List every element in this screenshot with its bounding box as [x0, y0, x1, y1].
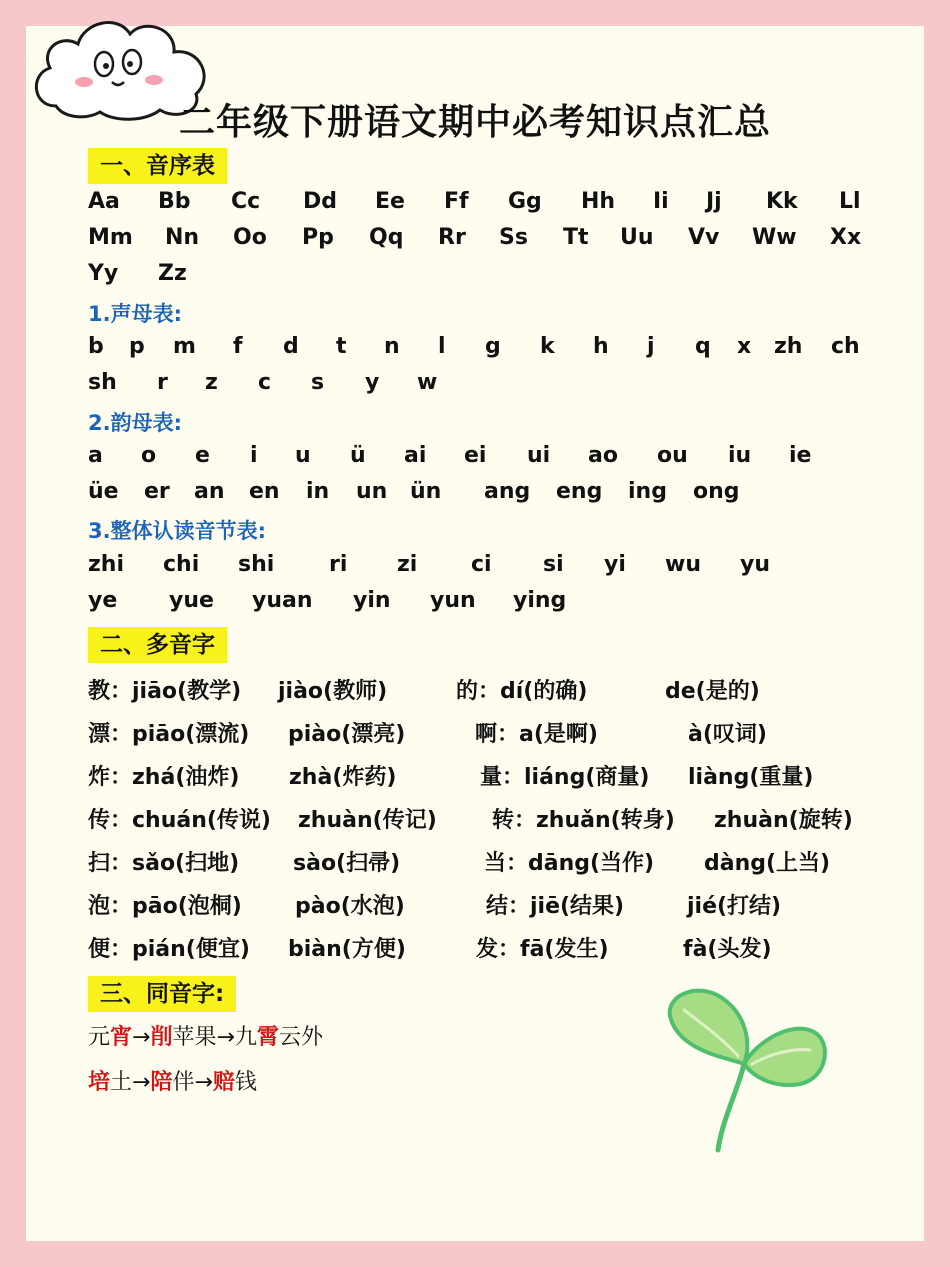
syllable: ri	[329, 552, 348, 577]
syllable: ye	[88, 588, 118, 613]
syllable: ci	[471, 552, 492, 577]
alphabet-letter: Mm	[88, 225, 133, 250]
final: u	[295, 443, 311, 468]
alphabet-letter: Ee	[375, 189, 405, 214]
polyphone-entry: zhuàn(传记)	[298, 808, 437, 833]
final: in	[306, 479, 330, 504]
polyphone-entry: 的：dí(的确)	[456, 679, 588, 704]
syllable: zhi	[88, 552, 125, 577]
finals-heading: 2.韵母表:	[88, 411, 182, 435]
alphabet-letter: Ll	[839, 189, 861, 214]
alphabet-letter: Qq	[369, 225, 404, 250]
whole-syllables-row	[0, 588, 950, 622]
initial: g	[485, 334, 501, 359]
initial: ch	[831, 334, 860, 359]
final: i	[250, 443, 258, 468]
syllable: wu	[665, 552, 701, 577]
alphabet-letter: Cc	[231, 189, 261, 214]
polyphone-entry: biàn(方便)	[288, 937, 406, 962]
polyphone-entry: 当：dāng(当作)	[484, 851, 655, 876]
initial: w	[417, 370, 438, 395]
alphabet-letter: Vv	[688, 225, 720, 250]
homophone-highlight: 宵	[110, 1025, 133, 1050]
final: ui	[527, 443, 551, 468]
initial: h	[593, 334, 609, 359]
initial: k	[540, 334, 555, 359]
alphabet-letter: Dd	[303, 189, 338, 214]
alphabet-letter: Yy	[88, 261, 119, 286]
syllable: zi	[397, 552, 418, 577]
initial: d	[283, 334, 299, 359]
initial: n	[384, 334, 400, 359]
initial: r	[157, 370, 168, 395]
final: ün	[410, 479, 442, 504]
alphabet-letter: Kk	[766, 189, 798, 214]
polyphone-entry: zhuàn(旋转)	[714, 808, 853, 833]
polyphone-entry: fà(头发)	[683, 937, 772, 962]
polyphone-entry: 泡：pāo(泡桐)	[88, 894, 242, 919]
polyphone-entry: jiào(教师)	[278, 679, 388, 704]
final: en	[249, 479, 280, 504]
homophone-text: 伴→	[172, 1070, 213, 1095]
final: ong	[693, 479, 740, 504]
alphabet-letter: Ww	[752, 225, 797, 250]
alphabet-row	[0, 225, 950, 259]
alphabet-letter: Ff	[444, 189, 469, 214]
syllable: yun	[430, 588, 476, 613]
homophone-highlight: 陪	[150, 1070, 173, 1095]
polyphone-entry: 漂：piāo(漂流)	[88, 722, 250, 747]
homophone-highlight: 削	[150, 1025, 173, 1050]
alphabet-letter: Tt	[563, 225, 589, 250]
alphabet-letter: Nn	[165, 225, 200, 250]
initial: c	[258, 370, 272, 395]
syllable: yin	[353, 588, 391, 613]
syllable: yuan	[252, 588, 313, 613]
initial: j	[647, 334, 655, 359]
polyphone-entry: 传：chuán(传说)	[88, 808, 271, 833]
initials-row	[0, 370, 950, 404]
polyphone-entry: jié(打结)	[687, 894, 782, 919]
polyphone-entry: sào(扫帚)	[293, 851, 401, 876]
final: an	[194, 479, 225, 504]
syllable: ying	[513, 588, 567, 613]
homophone-text: →	[132, 1025, 151, 1050]
polyphone-entry: 转：zhuǎn(转身)	[492, 808, 675, 833]
polyphone-entry: 教：jiāo(教学)	[88, 679, 242, 704]
initial: m	[173, 334, 196, 359]
polyphone-entry: à(叹词)	[688, 722, 767, 747]
final: un	[356, 479, 388, 504]
final: er	[144, 479, 170, 504]
final: eng	[556, 479, 603, 504]
final: ei	[464, 443, 487, 468]
final: üe	[88, 479, 119, 504]
section-2-heading: 二、多音字	[88, 627, 227, 663]
initial: t	[336, 334, 347, 359]
polyphone-entry: dàng(上当)	[704, 851, 831, 876]
alphabet-letter: Jj	[706, 189, 722, 214]
polyphone-entry: zhà(炸药)	[289, 765, 397, 790]
final: ing	[628, 479, 667, 504]
polyphone-entry: 扫：sǎo(扫地)	[88, 851, 240, 876]
homophone-text: 钱	[234, 1070, 257, 1095]
finals-row	[0, 443, 950, 477]
initials-row	[0, 334, 950, 368]
polyphone-entry: pào(水泡)	[295, 894, 405, 919]
final: ü	[350, 443, 366, 468]
alphabet-letter: Oo	[233, 225, 267, 250]
final: ou	[657, 443, 688, 468]
alphabet-letter: Gg	[508, 189, 542, 214]
initial: y	[365, 370, 380, 395]
polyphone-entry: 炸：zhá(油炸)	[88, 765, 240, 790]
alphabet-row	[0, 261, 950, 295]
polyphone-entry: 结：jiē(结果)	[486, 894, 625, 919]
section-3-heading: 三、同音字:	[88, 976, 236, 1012]
initial: f	[233, 334, 243, 359]
initial: l	[438, 334, 446, 359]
homophone-highlight: 培	[88, 1070, 111, 1095]
alphabet-letter: Xx	[830, 225, 862, 250]
homophone-text: 云外	[278, 1025, 323, 1050]
initial: q	[695, 334, 711, 359]
alphabet-letter: Hh	[581, 189, 616, 214]
whole-syllables-heading: 3.整体认读音节表:	[88, 519, 266, 543]
syllable: yu	[740, 552, 771, 577]
initial: z	[205, 370, 218, 395]
sprout-icon	[660, 980, 840, 1160]
alphabet-letter: Zz	[158, 261, 187, 286]
initial: x	[737, 334, 752, 359]
whole-syllables-row	[0, 552, 950, 586]
final: ie	[789, 443, 812, 468]
alphabet-letter: Pp	[302, 225, 334, 250]
homophone-highlight: 霄	[256, 1025, 279, 1050]
polyphone-entry: 啊：a(是啊)	[475, 722, 598, 747]
final: a	[88, 443, 103, 468]
page-title: 二年级下册语文期中必考知识点汇总	[178, 102, 771, 143]
polyphone-entry: 发：fā(发生)	[476, 937, 609, 962]
polyphone-entry: liàng(重量)	[688, 765, 814, 790]
alphabet-letter: Rr	[438, 225, 466, 250]
syllable: si	[543, 552, 564, 577]
alphabet-letter: Uu	[620, 225, 654, 250]
alphabet-letter: Bb	[158, 189, 191, 214]
homophone-text: 土→	[110, 1070, 151, 1095]
polyphone-entry: 量：liáng(商量)	[480, 765, 650, 790]
polyphone-entry: 便：pián(便宜)	[88, 937, 250, 962]
initial: b	[88, 334, 104, 359]
finals-row	[0, 479, 950, 513]
polyphone-entry: de(是的)	[665, 679, 760, 704]
syllable: shi	[238, 552, 275, 577]
syllable: yi	[604, 552, 626, 577]
polyphone-entry: piào(漂亮)	[288, 722, 406, 747]
syllable: chi	[163, 552, 200, 577]
alphabet-row	[0, 189, 950, 223]
section-1-heading: 一、音序表	[88, 148, 227, 184]
homophone-line	[88, 1065, 257, 1096]
final: ai	[404, 443, 427, 468]
homophone-text: 苹果→九	[172, 1025, 257, 1050]
alphabet-letter: Ss	[499, 225, 528, 250]
homophone-line	[88, 1020, 323, 1051]
final: ao	[588, 443, 618, 468]
initial: sh	[88, 370, 117, 395]
final: e	[195, 443, 210, 468]
initials-heading: 1.声母表:	[88, 302, 182, 326]
initial: zh	[774, 334, 803, 359]
initial: s	[311, 370, 325, 395]
final: ang	[484, 479, 531, 504]
homophone-highlight: 赔	[212, 1070, 235, 1095]
initial: p	[129, 334, 145, 359]
alphabet-letter: Aa	[88, 189, 120, 214]
homophone-text: 元	[88, 1025, 111, 1050]
syllable: yue	[169, 588, 214, 613]
alphabet-letter: Ii	[653, 189, 669, 214]
final: iu	[728, 443, 752, 468]
final: o	[141, 443, 157, 468]
